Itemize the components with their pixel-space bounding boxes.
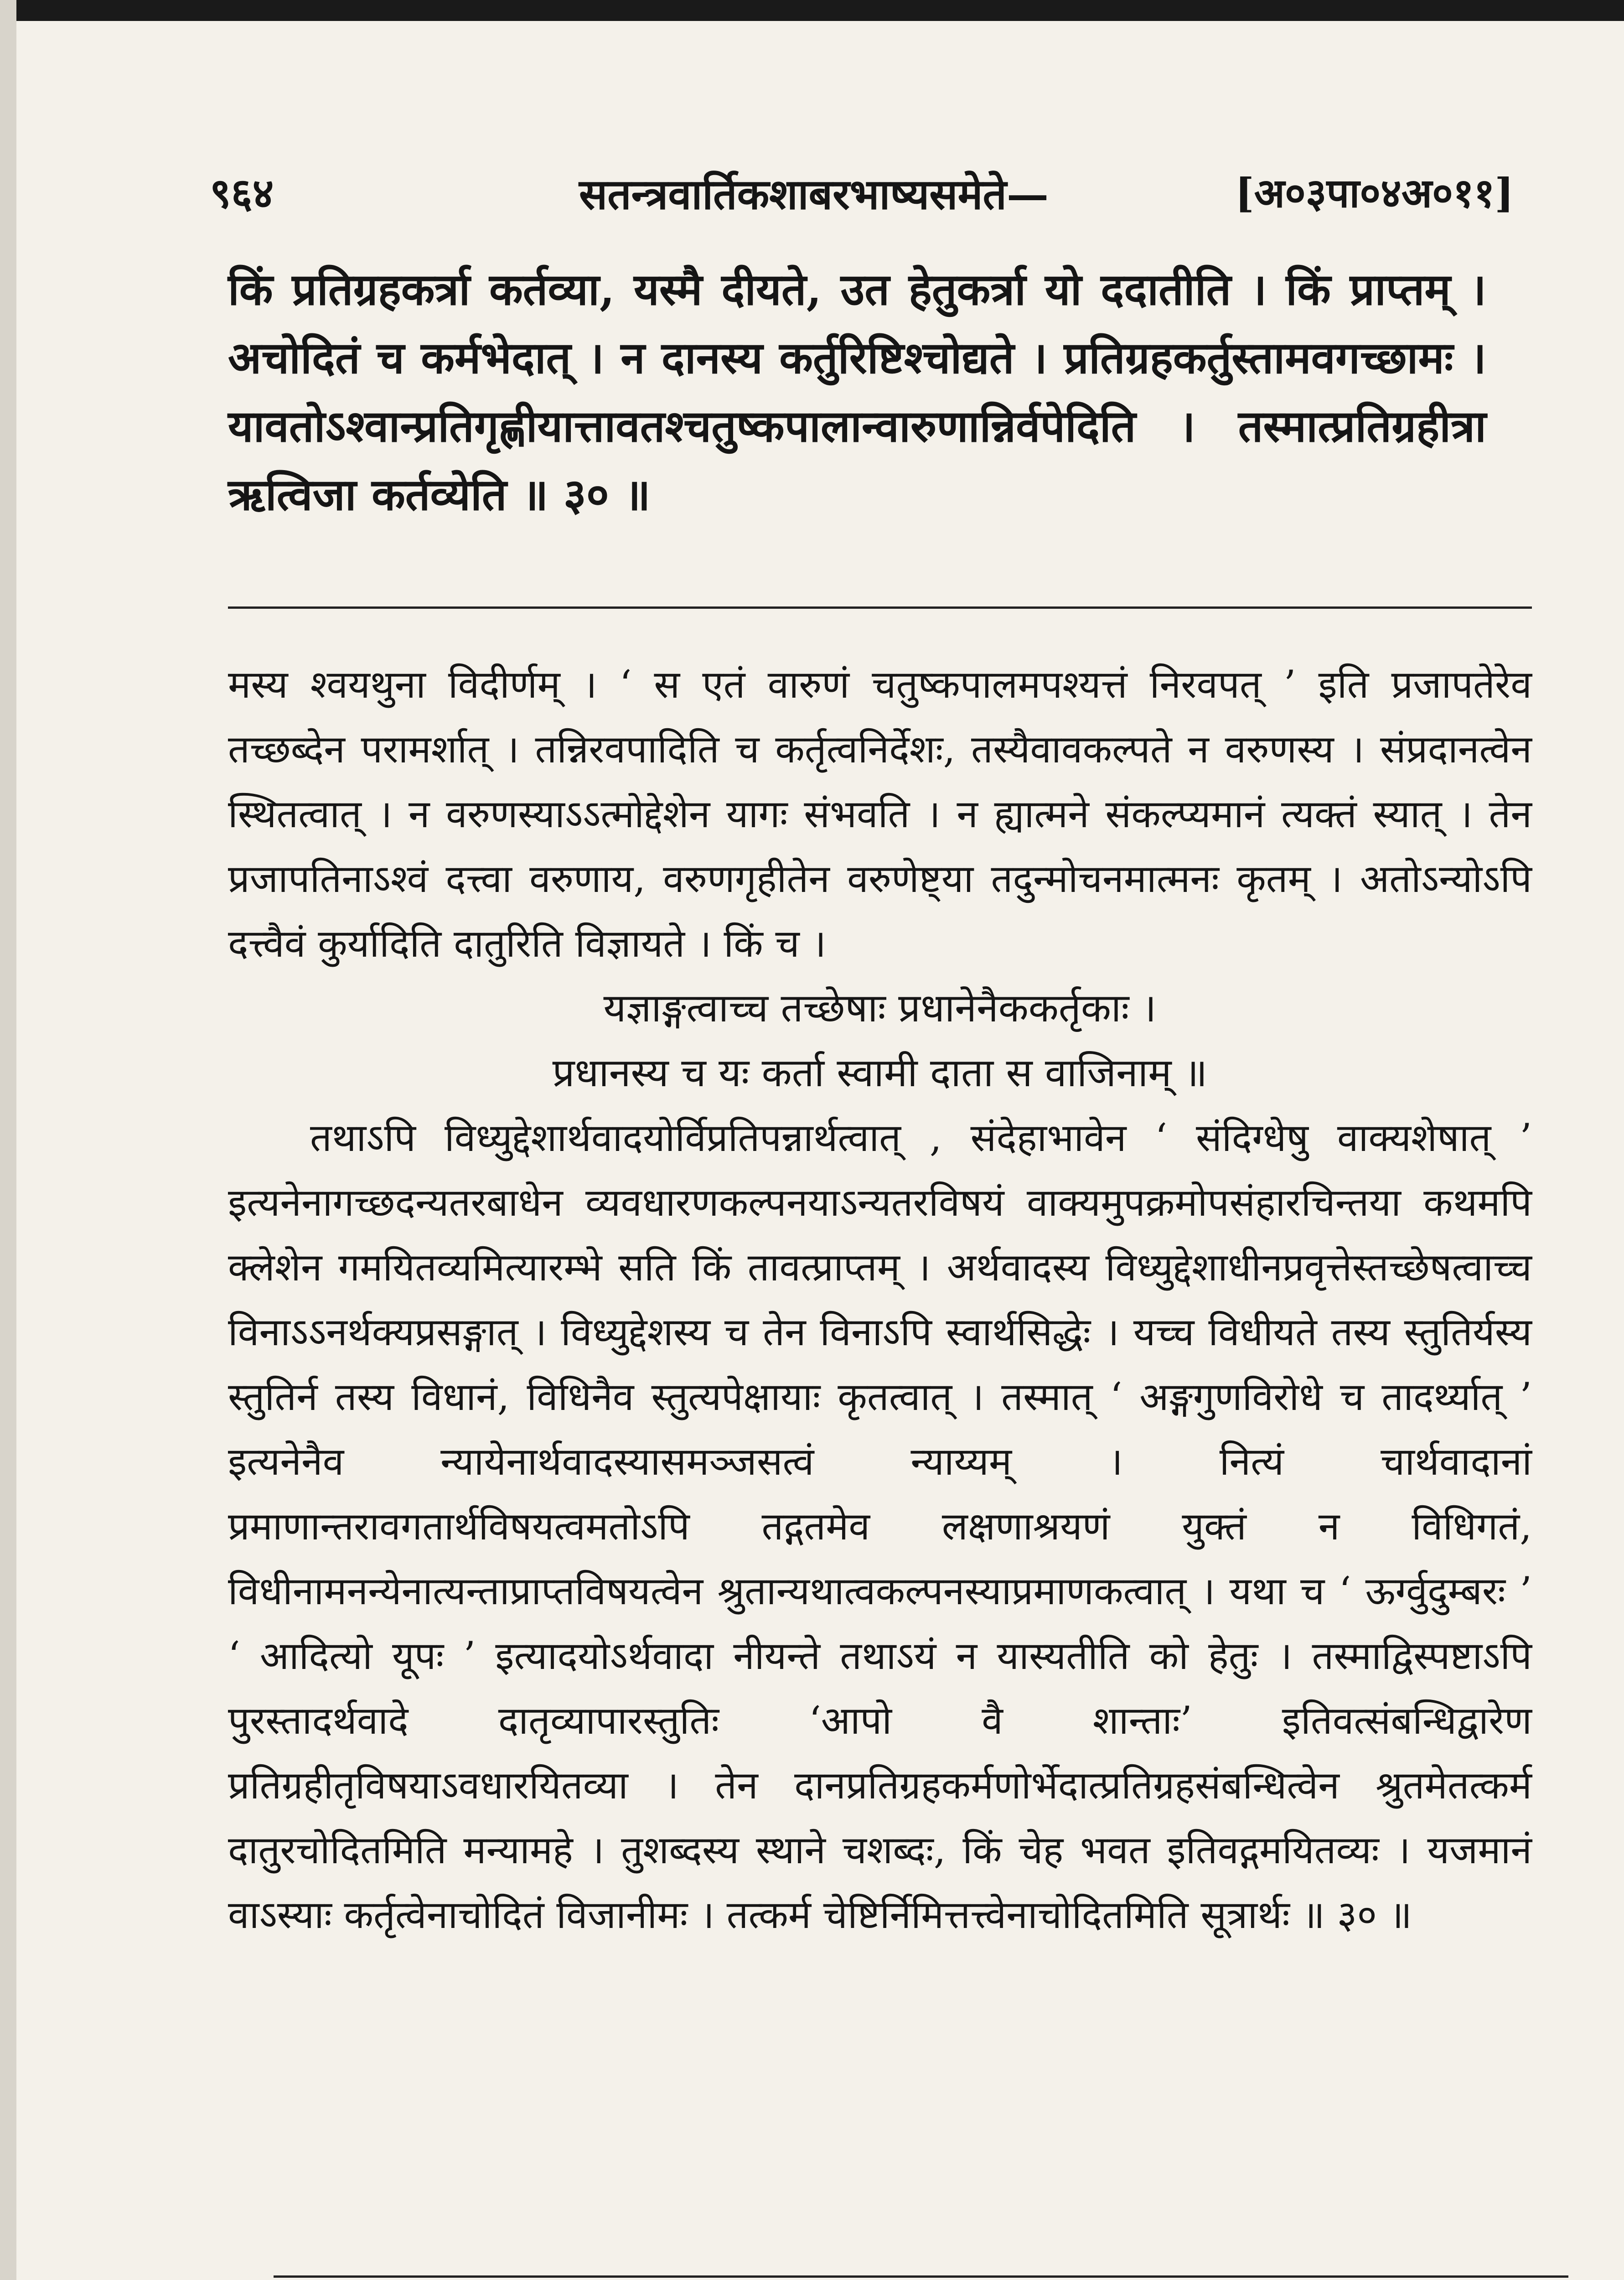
- section-divider: [228, 606, 1532, 609]
- verse-line-1: यज्ञाङ्गत्वाच्च तच्छेषाः प्रधानेनैककर्तृकाः ।: [603, 985, 1157, 1031]
- commentary-paragraph-2: तथाऽपि विध्युद्देशार्थवादयोर्विप्रतिपन्नार्थत्वात् , संदेहाभावेन ‘ संदिग्धेषु वाक्यशेषात् ’ इत्यनेनागच्छदन्यतरबाधेन व्यवधारणकल्पनयाऽन्यतरविषयं वाक्यमुपक्रमोपसंहारचिन्तया कथमपि क्लेशेन गमयितव्यमित्यारम्भे सति किं तावत्प्राप्तम् । अर्थवादस्य विध्युद्देशाधीनप्रवृत्तेस्तच्छेषत्वाच्च विनाऽऽनर्थक्यप्रसङ्गात् । विध्युद्देशस्य च तेन विनाऽपि स्वार्थसिद्धेः । यच्च विधीयते तस्य स्तुतिर्यस्य स्तुतिर्न तस्य विधानं, विधिनैव स्तुत्यपेक्षायाः कृतत्वात् । तस्मात् ‘ अङ्गगुणविरोधे च तादर्थ्यात् ’ इत्यनेनैव न्यायेनार्थवादस्यासमञ्जसत्वं न्याय्यम् । नित्यं चार्थवादानां प्रमाणान्तरावगतार्थविषयत्वमतोऽपि तद्गतमेव लक्षणाश्रयणं युक्तं न विधिगतं, विधीनामनन्येनात्यन्ताप्राप्तविषयत्वेन श्रुतान्यथात्वकल्पनस्याप्रमाणकत्वात् । यथा च ‘ ऊर्ग्वुदुम्बरः ’ ‘ आदित्यो यूपः ’ इत्यादयोऽर्थवादा नीयन्ते तथाऽयं न यास्यतीति को हेतुः । तस्माद्विस्पष्टाऽपि पुरस्तादर्थवादे दातृव्यापारस्तुतिः ‘आपो वै शान्ताः’ इतिवत्संबन्धिद्वारेण प्रतिग्रहीतृविषयाऽवधारयितव्या । तेन दानप्रतिग्रहकर्मणोर्भेदात्प्रतिग्रहसंबन्धित्वेन श्रुतमेतत्कर्म दातुरचोदितमिति मन्यामहे । तुशब्दस्य स्थाने चशब्दः, किं चेह भवत इतिवद्गमयितव्यः । यजमानं वाऽस्याः कर्तृत्वेनाचोदितं विजानीमः । तत्कर्म चेष्टिर्निमित्तत्त्वेनाचोदितमिति सूत्रार्थः ॥ ३० ॥: [228, 1115, 1532, 1937]
- verse-line-2: प्रधानस्य च यः कर्ता स्वामी दाता स वाजिनाम् ॥: [552, 1050, 1208, 1096]
- bhashya-paragraph: किं प्रतिग्रहकर्त्रा कर्तव्या, यस्मै दीयते, उत हेतुकर्त्रा यो ददातीति । किं प्राप्तम् । अचोदितं च कर्मभेदात् । न दानस्य कर्तुरिष्टिश्चोद्यते । प्रतिग्रहकर्तुस्तामवगच्छामः । यावतोऽश्वान्प्रतिगृह्णीयात्तावतश्चतुष्कपालान्वारुणान्निर्वपेदिति । तस्मात्प्रतिग्रहीत्रा ऋत्विजा कर्तव्येति ॥ ३० ॥: [228, 264, 1486, 520]
- running-title: सतन्त्रवार्तिकशाबरभाष्यसमेते—: [579, 170, 1049, 219]
- scan-left-margin: [0, 0, 16, 2280]
- bhashya-text-block: [228, 255, 1486, 529]
- scan-top-border: [0, 0, 1624, 21]
- section-reference: [अ०३पा०४अ०११]: [1235, 169, 1514, 217]
- page-header: [210, 164, 1514, 228]
- commentary-paragraph-1: मस्य श्वयथुना विदीर्णम् । ‘ स एतं वारुणं चतुष्कपालमपश्यत्तं निरवपत् ’ इति प्रजापतेरेव तच्छब्देन परामर्शात् । तन्निरवपादिति च कर्तृत्वनिर्देशः, तस्यैवावकल्पते न वरुणस्य । संप्रदानत्वेन स्थितत्वात् । न वरुणस्याऽऽत्मोद्देशेन यागः संभवति । न ह्यात्मने संकल्प्यमानं त्यक्तं स्यात् । तेन प्रजापतिनाऽश्वं दत्त्वा वरुणाय, वरुणगृहीतेन वरुणेष्ट्या तदुन्मोचनमात्मनः कृतम् । अतोऽन्योऽपि दत्त्वैवं कुर्यादिति दातुरिति विज्ञायते । किं च ।: [228, 662, 1532, 966]
- vartika-commentary: [228, 652, 1532, 1947]
- page-number: ९६४: [210, 169, 274, 218]
- footnote-divider: [274, 2275, 1568, 2278]
